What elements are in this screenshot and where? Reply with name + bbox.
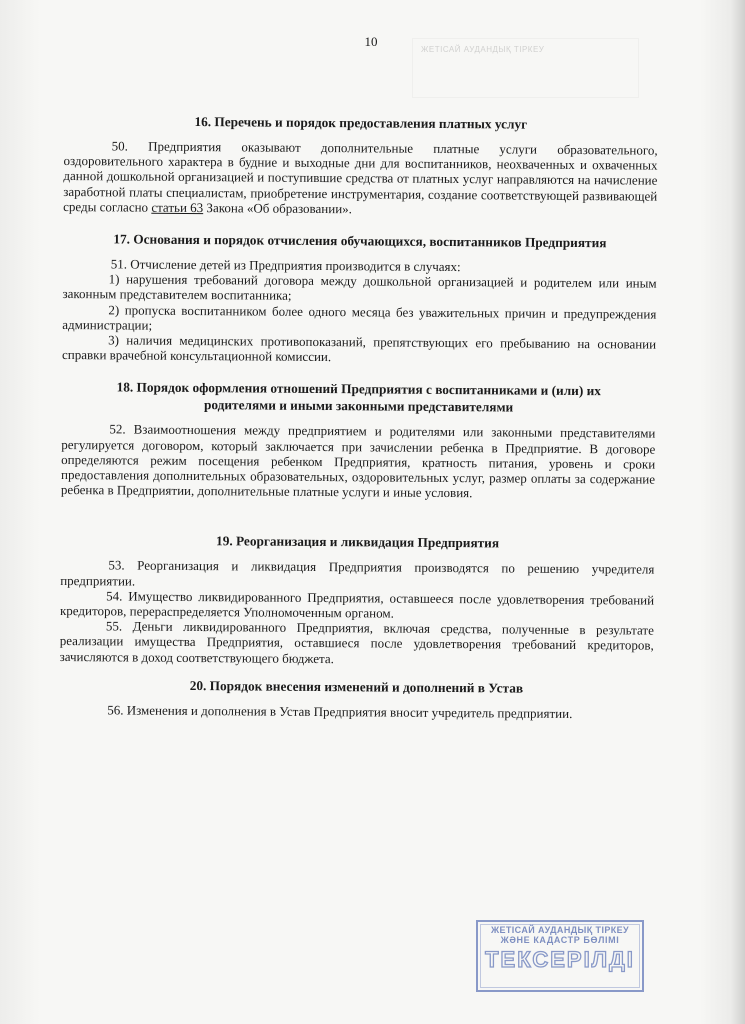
section-19-title: 19. Реорганизация и ликвидация Предприятия bbox=[216, 533, 500, 551]
paragraph-54: 54. Имущество ликвидированного Предприятия, оставшееся после удовлетворения требований кредиторов, перераспределяется Уполномоченным органом. bbox=[59, 588, 655, 621]
faded-stamp-text: ЖЕТІСАЙ АУДАНДЫҚ ТІРКЕУ bbox=[421, 45, 545, 54]
paragraph-50-tail: Закона «Об образовании». bbox=[203, 199, 353, 217]
section-19 bbox=[60, 531, 655, 668]
document-body bbox=[59, 104, 658, 734]
paragraph-50-text: 50. Предприятия оказывают дополнительные платные услуги образовательного, оздоровительного характера в будние и выходные дни для воспитанников, неохваченных и охваченных данной дошкольной организацией и поступившие средства от платных услуг направляются на начисление заработной платы специалистам, приобретение инструментария, создание соответствующей развивающей среды согласно bbox=[63, 138, 658, 215]
law-article-link[interactable]: статьи 63 bbox=[151, 199, 204, 215]
section-20-title: 20. Порядок внесения изменений и дополнений в Устав bbox=[189, 677, 524, 696]
stamp-line-2: ЖӘНЕ КАДАСТР БӨЛІМІ bbox=[500, 935, 620, 945]
section-18 bbox=[61, 378, 656, 502]
section-16-title: 16. Перечень и порядок предоставления платных услуг bbox=[194, 114, 528, 132]
section-17-title: 17. Основания и порядок отчисления обучающихся, воспитанников Предприятия bbox=[113, 231, 607, 251]
page-number: 10 bbox=[364, 34, 378, 49]
paragraph-56: 56. Изменения и дополнения в Устав Предприятия вносит учредитель предприятии. bbox=[107, 702, 573, 721]
list-item-3: 3) наличия медицинских противопоказаний, препятствующих его пребыванию на основании справки врачебной консультационной комиссии. bbox=[61, 332, 657, 365]
section-18-title: 18. Порядок оформления отношений Предприятия с воспитанниками и (или) их родителями и иными законными представителями bbox=[116, 379, 601, 415]
paragraph-52: 52. Взаимоотношения между предприятием и родителями или законными представителями регулируется договором, который заключается при зачислении ребенка в Предприятие. В договоре определяются режим посещения ребенком Предприятия, кратность питания, уровень и сроки предоставления дополнительных образовательных, оздоровительных услуг, размер оплаты за содержание ребенка в Предприятии, дополнительные платные услуги и иные условия. bbox=[60, 421, 656, 501]
stamp-inner-border bbox=[480, 924, 640, 988]
stamp-line-1: ЖЕТІСАЙ АУДАНДЫҚ ТІРКЕУ bbox=[490, 925, 630, 935]
section-20 bbox=[59, 676, 653, 722]
faded-stamp-bleed bbox=[412, 38, 639, 98]
list-item-2: 2) пропуска воспитанником более одного месяца без уважительных причин и предупреждения администрации; bbox=[62, 301, 657, 333]
paragraph-51: 51. Отчисление детей из Предприятия производится в случаях: bbox=[110, 256, 461, 275]
section-16 bbox=[63, 112, 658, 219]
list-item-1: 1) нарушения требований договора между дошкольной организацией и родителем или иным законным представителем воспитанника; bbox=[62, 271, 657, 304]
verification-stamp bbox=[476, 920, 644, 992]
paragraph-53: 53. Реорганизация и ликвидация Предприятия производятся по решению учредителя предприятии. bbox=[60, 557, 655, 589]
stamp-line-3: ТЕКСЕРІЛДІ bbox=[485, 947, 635, 972]
page-edge-shadow bbox=[731, 0, 745, 1024]
paragraph-55: 55. Деньги ликвидированного Предприятия, включая средства, полученные в результате реализации имущества Предприятия, оставшиеся после удовлетворения требований кредиторов, зачисляются в доход соответствующего бюджета. bbox=[59, 618, 654, 666]
section-17 bbox=[62, 230, 657, 367]
paragraph-50 bbox=[63, 138, 658, 219]
